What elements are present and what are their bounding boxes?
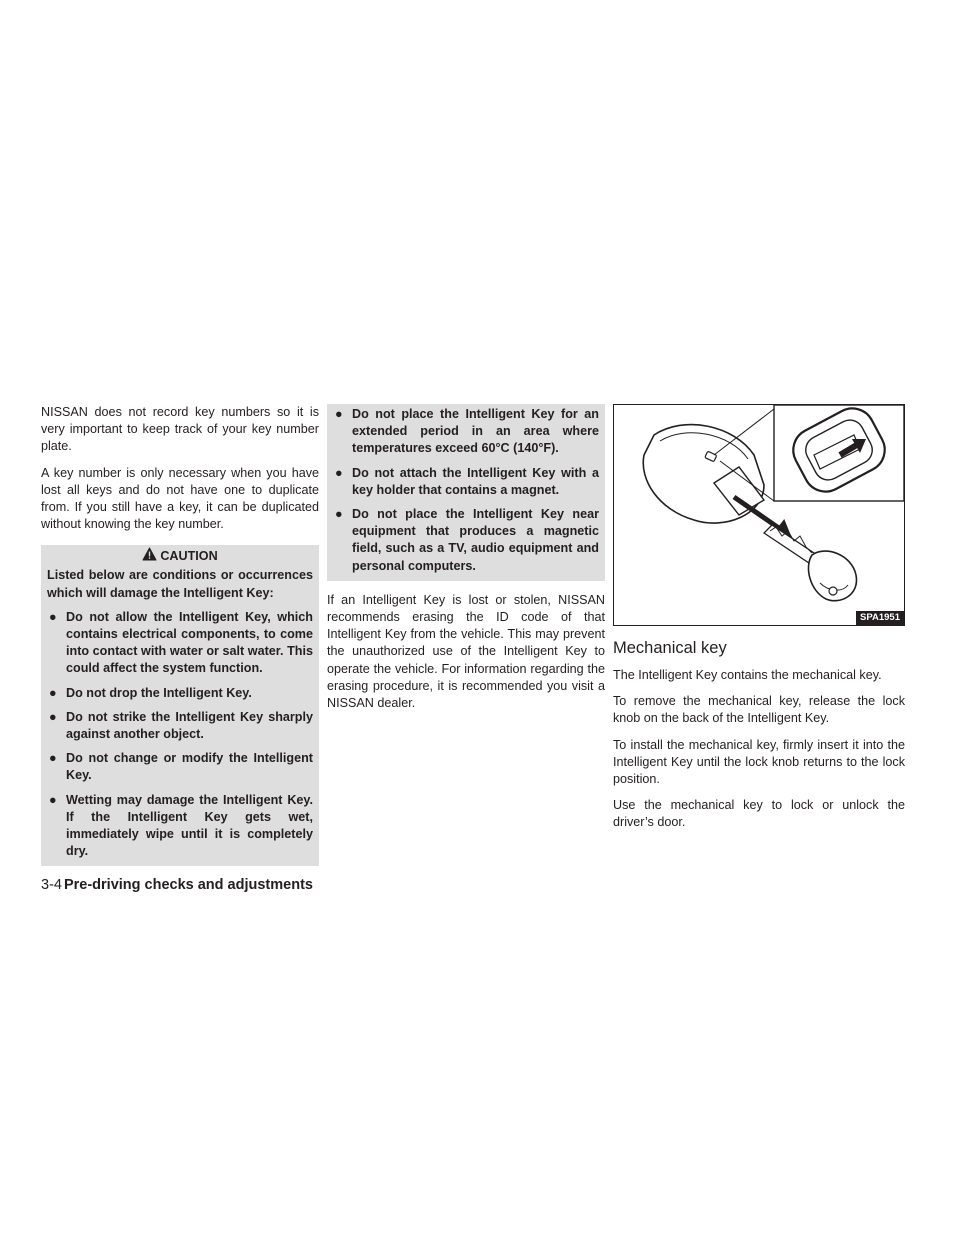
caution-list-part2 bbox=[333, 406, 599, 575]
bullet-icon: ● bbox=[335, 465, 343, 480]
caution-item-text: Do not allow the Intelligent Key, which contains electrical components, to come into contact with water or salt water. This could affect the system function. bbox=[66, 609, 313, 676]
paragraph-mechanical-key-1: The Intelligent Key contains the mechanical key. bbox=[613, 668, 882, 682]
bullet-icon: ● bbox=[49, 751, 57, 766]
caution-item bbox=[333, 506, 599, 575]
caution-item bbox=[333, 406, 599, 458]
caution-item-text: Do not place the Intelligent Key for an extended period in an area where temperatures exceed 60°C (140°F). bbox=[352, 407, 599, 456]
caution-item bbox=[47, 750, 313, 784]
bullet-icon: ● bbox=[49, 609, 57, 624]
mechanical-key-illustration bbox=[614, 405, 904, 625]
column-3 bbox=[613, 404, 905, 841]
caution-title: CAUTION bbox=[160, 548, 218, 563]
column-1 bbox=[41, 404, 319, 866]
caution-box bbox=[41, 545, 319, 866]
caution-item-text: Wetting may damage the Intelligent Key. If the Intelligent Key gets wet, immediately wipe until it is completely dry. bbox=[66, 792, 313, 859]
caution-intro: Listed below are conditions or occurrences which will damage the Intelligent Key: bbox=[47, 568, 313, 600]
bullet-icon: ● bbox=[335, 407, 343, 421]
paragraph-mechanical-key-2: To remove the mechanical key, release the lock knob on the back of the Intelligent Key. bbox=[613, 694, 905, 726]
paragraph-mechanical-key-3: To install the mechanical key, firmly insert it into the Intelligent Key until the lock knob returns to the lock position. bbox=[613, 737, 905, 787]
figure-mechanical-key bbox=[613, 404, 905, 626]
caution-item bbox=[47, 609, 313, 678]
figure-code: SPA1951 bbox=[856, 611, 904, 625]
section-title: Pre-driving checks and adjustments bbox=[63, 877, 313, 893]
bullet-icon: ● bbox=[49, 685, 57, 700]
caution-list-part1 bbox=[47, 609, 313, 861]
caution-item bbox=[47, 685, 313, 702]
caution-item bbox=[47, 709, 313, 743]
caution-box-continued bbox=[327, 404, 605, 581]
column-2 bbox=[327, 404, 605, 721]
paragraph-key-number-necessary: A key number is only necessary when you have lost all keys and do not have one to duplicate from. If you still have a key, it can be duplicated without knowing the key number. bbox=[41, 465, 319, 532]
caution-item-text: Do not place the Intelligent Key near equipment that produces a magnetic field, such as a TV, audio equipment and personal computers. bbox=[352, 507, 599, 573]
page-number: 3-4 bbox=[41, 877, 62, 893]
caution-item-text: Do not change or modify the Intelligent Key. bbox=[66, 751, 313, 783]
page-footer bbox=[41, 876, 313, 894]
caution-item-text: Do not drop the Intelligent Key. bbox=[66, 685, 252, 700]
caution-item bbox=[333, 465, 599, 499]
caution-item bbox=[47, 792, 313, 861]
paragraph-key-numbers: NISSAN does not record key numbers so it is very important to keep track of your key number plate. bbox=[41, 405, 319, 454]
caution-item-text: Do not attach the Intelligent Key with a key holder that contains a magnet. bbox=[352, 465, 599, 497]
bullet-icon: ● bbox=[49, 709, 57, 724]
paragraph-lost-key: If an Intelligent Key is lost or stolen, NISSAN recommends erasing the ID code of that Intelligent Key from the vehicle. This may prevent the unauthorized use of the Intelligent Key to operate the vehicle. For information regarding the erasing procedure, it is recommended you visit a NISSAN dealer. bbox=[327, 592, 605, 711]
bullet-icon: ● bbox=[335, 507, 343, 522]
paragraph-mechanical-key-4: Use the mechanical key to lock or unlock the driver’s door. bbox=[613, 798, 905, 830]
warning-triangle-icon bbox=[142, 547, 157, 566]
caution-header bbox=[47, 545, 313, 567]
bullet-icon: ● bbox=[49, 792, 57, 807]
caution-item-text: Do not strike the Intelligent Key sharply against another object. bbox=[66, 709, 313, 742]
section-heading-mechanical-key: Mechanical key bbox=[613, 639, 727, 657]
